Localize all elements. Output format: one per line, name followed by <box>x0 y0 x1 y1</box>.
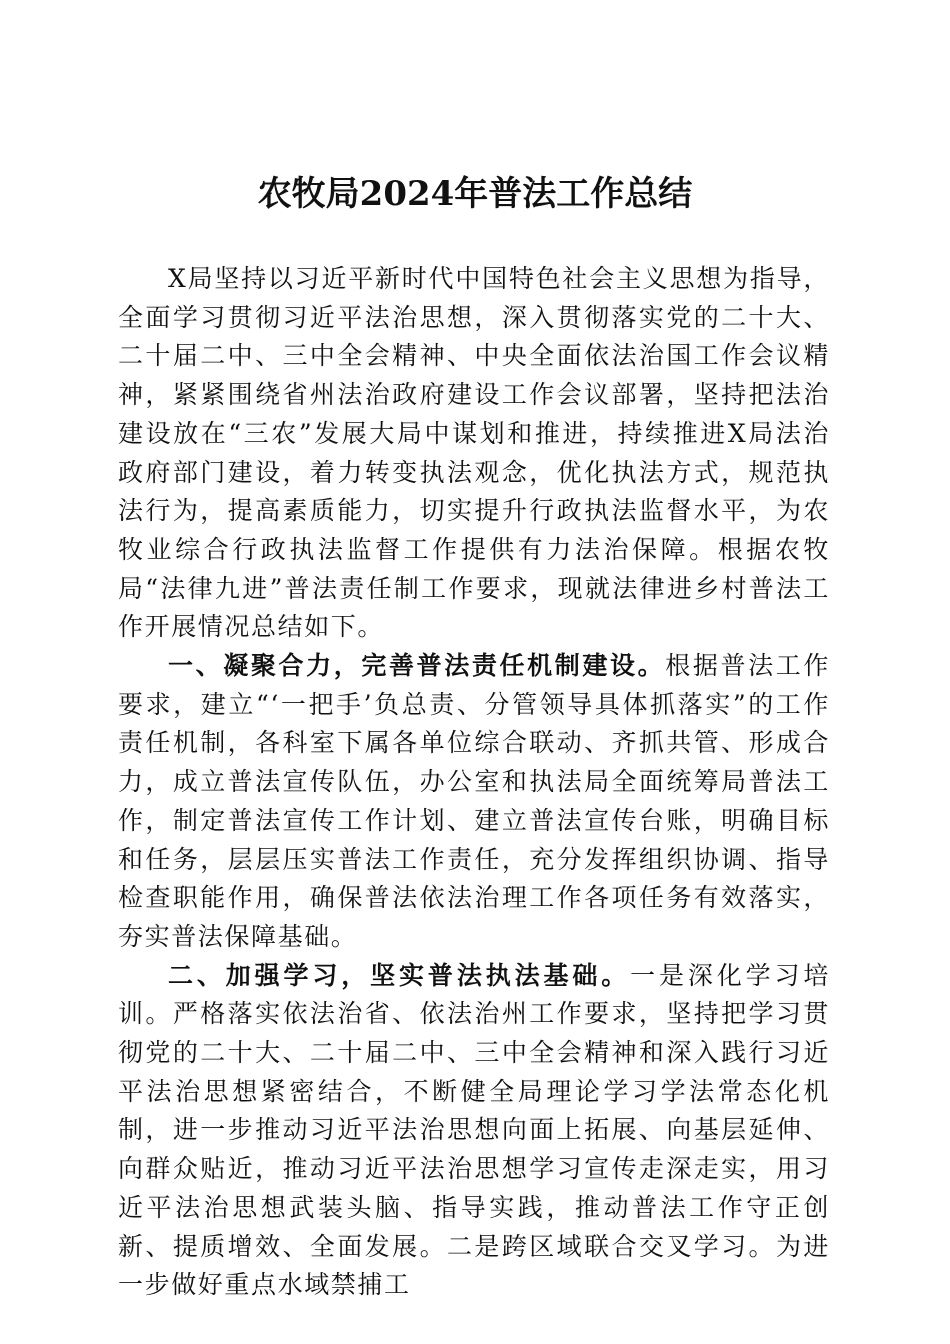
section-heading: 二、加强学习，坚实普法执法基础。 <box>168 960 631 990</box>
section-heading: 一、凝聚合力，完善普法责任机制建设。 <box>168 651 666 681</box>
paragraph-intro <box>118 260 830 647</box>
document-title: 农牧局2024年普法工作总结 <box>257 174 693 214</box>
paragraph-text: 一是深化学习培训。严格落实依法治省、依法治州工作要求，坚持把学习贯彻党的二十大、二十届二中、三中全会精神和深入践行习近平法治思想紧密结合，不断健全局理论学习学法常态化机制，进一步推动习近平法治思想向面上拓展、向基层延伸、向群众贴近，推动习近平法治思想学习宣传走深走实，用习近平法治思想武装头脑、指导实践，推动普法工作守正创新、提质增效、全面发展。二是跨区域联合交叉学习。为进一步做好重点水域禁捕工 <box>118 960 830 1300</box>
paragraph-section-1 <box>118 647 830 957</box>
paragraph-text: X局坚持以习近平新时代中国特色社会主义思想为指导，全面学习贯彻习近平法治思想，深入贯彻落实党的二十大、二十届二中、三中全会精神、中央全面依法治国工作会议精神，紧紧围绕省州法治政府建设工作会议部署，坚持把法治建设放在“三农”发展大局中谋划和推进，持续推进X局法治政府部门建设，着力转变执法观念，优化执法方式，规范执法行为，提高素质能力，切实提升行政执法监督水平，为农牧业综合行政执法监督工作提供有力法治保障。根据农牧局“法律九进”普法责任制工作要求，现就法律进乡村普法工作开展情况总结如下。 <box>118 264 830 642</box>
document-body <box>118 260 830 1305</box>
paragraph-text: 根据普法工作要求，建立“‘一把手’负总责、分管领导具体抓落实”的工作责任机制，各科室下属各单位综合联动、齐抓共管、形成合力，成立普法宣传队伍，办公室和执法局全面统筹局普法工作，制定普法宣传工作计划、建立普法宣传台账，明确目标和任务，层层压实普法工作责任，充分发挥组织协调、指导检查职能作用，确保普法依法治理工作各项任务有效落实，夯实普法保障基础。 <box>118 651 830 951</box>
paragraph-section-2 <box>118 957 830 1305</box>
